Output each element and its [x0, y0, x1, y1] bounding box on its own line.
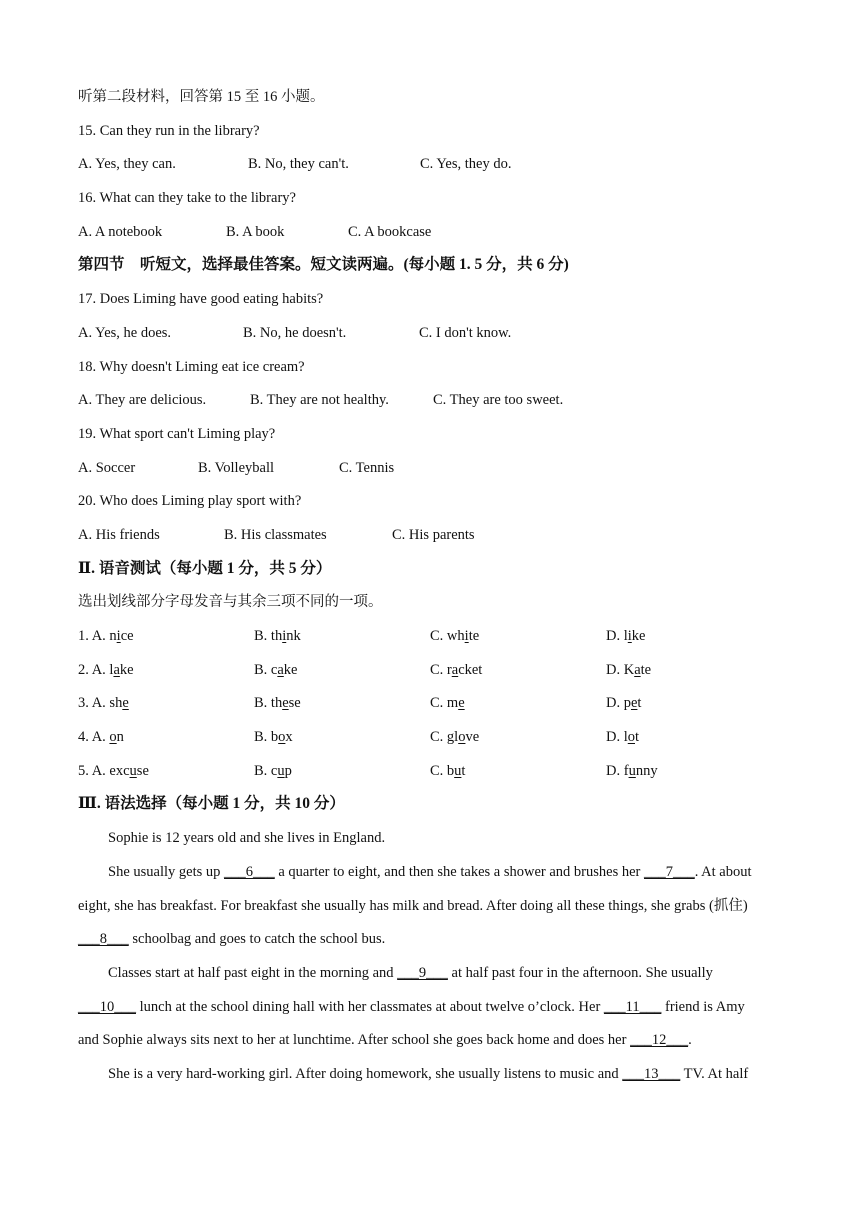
question-17: 17. Does Liming have good eating habits? [78, 291, 324, 308]
phonetics-option[interactable] [430, 692, 606, 714]
option-c[interactable]: C. Tennis [339, 459, 395, 476]
option-text: n [116, 729, 124, 746]
phonetics-row [78, 726, 788, 760]
underlined-letter: a [634, 661, 641, 678]
option-text: B. c [254, 762, 278, 779]
option-text: 5. A. exc [78, 762, 130, 779]
option-text: se [288, 695, 301, 712]
option-text: ke [631, 628, 646, 644]
option-text: D. K [606, 661, 635, 678]
option-text: C. m [430, 695, 459, 712]
phonetics-option[interactable] [78, 760, 254, 782]
option-text: C. wh [430, 628, 465, 644]
option-text: te [468, 628, 480, 644]
option-text: nny [635, 762, 658, 779]
passage-line [78, 928, 788, 962]
underlined-letter: u [129, 762, 137, 779]
passage-text: a quarter to eight, and then she takes a shower and brushes her [274, 863, 644, 880]
question-20-options [78, 524, 788, 558]
passage-line [78, 996, 788, 1030]
phonetics-option[interactable] [254, 625, 430, 647]
blank-7[interactable]: ___7___ [643, 863, 695, 880]
phonetics-option[interactable] [430, 659, 606, 681]
option-text: D. f [606, 762, 629, 779]
option-b[interactable]: B. A book [226, 223, 285, 240]
underlined-letter: u [277, 762, 285, 779]
option-text: C. b [430, 762, 455, 779]
phonetics-row [78, 659, 788, 693]
phonetics-option[interactable] [606, 659, 651, 681]
underlined-letter: e [122, 695, 129, 712]
passage-line [78, 1029, 788, 1063]
passage-text: lunch at the school dining hall with her classmates at about twelve o’clock. Her [136, 998, 604, 1015]
option-c[interactable]: C. His parents [392, 526, 475, 543]
document-page [78, 86, 788, 1097]
phonetics-option[interactable] [78, 726, 254, 748]
option-text: t [637, 695, 642, 712]
option-text: D. l [606, 729, 628, 746]
question-19: 19. What sport can't Liming play? [78, 425, 276, 442]
option-b[interactable]: B. Volleyball [198, 459, 274, 476]
grammar-passage [78, 827, 788, 1097]
option-c[interactable]: C. They are too sweet. [433, 392, 564, 409]
underlined-letter: o [458, 729, 466, 746]
blank-6[interactable]: ___6___ [224, 863, 275, 880]
underlined-letter: a [451, 661, 459, 678]
option-text: B. c [254, 661, 278, 678]
question-18: 18. Why doesn't Liming eat ice cream? [78, 358, 305, 375]
phonetics-option[interactable] [254, 726, 430, 748]
option-text: 1. A. n [78, 628, 117, 644]
option-text: D. l [606, 628, 628, 644]
phonetics-option[interactable] [254, 692, 430, 714]
phonetics-option[interactable] [606, 692, 641, 714]
section-4-title: 第四节 听短文，选择最佳答案。短文读两遍。(每小题 1. 5 分，共 6 分) [78, 256, 569, 274]
underlined-letter: i [282, 628, 287, 644]
passage-line [78, 1063, 788, 1097]
question-15: 15. Can they run in the library? [78, 122, 260, 139]
underlined-letter: e [282, 695, 289, 712]
question-19-options [78, 457, 788, 491]
option-a[interactable]: A. His friends [78, 526, 160, 543]
underlined-letter: a [113, 661, 120, 678]
blank-9[interactable]: ___9___ [397, 964, 448, 981]
part-3-title: Ⅲ. 语法选择（每小题 1 分，共 10 分） [78, 795, 345, 813]
passage-text: at half past four in the afternoon. She usually [447, 964, 713, 981]
blank-12[interactable]: ___12___ [630, 1032, 689, 1049]
passage-paragraph-1: Sophie is 12 years old and she lives in England. [108, 830, 386, 847]
question-18-options [78, 389, 788, 423]
phonetics-option[interactable] [430, 726, 606, 748]
underlined-letter: u [454, 762, 462, 779]
phonetics-option[interactable] [78, 625, 254, 647]
passage-text: She is a very hard-working girl. After doing homework, she usually listens to music and [108, 1065, 623, 1082]
option-text: B. th [254, 695, 283, 712]
phonetics-option[interactable] [606, 726, 639, 748]
passage-text: schoolbag and goes to catch the school bus. [128, 931, 386, 948]
passage-line [78, 962, 788, 996]
option-text: B. th [254, 628, 283, 644]
underlined-letter: o [109, 729, 117, 746]
underlined-letter: e [630, 695, 638, 712]
option-b[interactable]: B. No, he doesn't. [243, 324, 347, 341]
question-15-options [78, 153, 788, 187]
question-16-options [78, 221, 788, 255]
underlined-letter: o [627, 729, 635, 746]
option-text: t [635, 729, 640, 746]
option-c[interactable]: C. A bookcase [348, 223, 432, 240]
option-text: ke [283, 661, 298, 678]
phonetics-option[interactable] [430, 760, 606, 782]
option-text: t [461, 762, 466, 779]
phonetics-questions [78, 625, 788, 793]
question-16: 16. What can they take to the library? [78, 190, 296, 207]
option-a[interactable]: A. Soccer [78, 459, 136, 476]
option-text: cket [458, 661, 483, 678]
part-2-title: Ⅱ. 语音测试（每小题 1 分，共 5 分） [78, 559, 332, 577]
option-text: 3. A. sh [78, 695, 123, 712]
question-20: 20. Who does Liming play sport with? [78, 493, 302, 510]
option-text: ve [465, 729, 480, 746]
underlined-letter: a [277, 661, 284, 678]
phonetics-option[interactable] [430, 625, 606, 647]
phonetics-option[interactable] [254, 659, 430, 681]
underlined-letter: i [627, 628, 632, 644]
phonetics-row [78, 760, 788, 794]
blank-11[interactable]: ___11___ [603, 998, 662, 1015]
passage-text: . [688, 1032, 692, 1049]
option-a[interactable]: A. Yes, they can. [78, 156, 176, 173]
option-b[interactable]: B. They are not healthy. [250, 392, 389, 409]
option-b[interactable]: B. No, they can't. [248, 156, 349, 173]
passage-line: eight, she has breakfast. For breakfast she usually has milk and bread. After doing all these things, she grabs (抓住) [78, 897, 748, 914]
option-c[interactable]: C. I don't know. [419, 324, 512, 341]
option-text: 2. A. l [78, 661, 114, 678]
option-text: nk [286, 628, 301, 644]
option-text: 4. A. [78, 729, 110, 746]
option-text: B. b [254, 729, 279, 746]
underlined-letter: i [464, 628, 469, 644]
blank-8[interactable]: ___8___ [78, 931, 129, 948]
option-a[interactable]: A. Yes, he does. [78, 324, 172, 341]
passage-text: and Sophie always sits next to her at lunchtime. After school she goes back home and does her [78, 1032, 631, 1049]
option-a[interactable]: A. A notebook [78, 223, 163, 240]
blank-13[interactable]: ___13___ [622, 1065, 681, 1082]
phonetics-option[interactable] [254, 760, 430, 782]
passage-text: She usually gets up [108, 863, 224, 880]
phonetics-option[interactable] [606, 625, 645, 647]
option-c[interactable]: C. Yes, they do. [420, 156, 512, 173]
passage-text: friend is Amy [661, 998, 745, 1015]
option-text: ce [120, 628, 134, 644]
underlined-letter: u [628, 762, 636, 779]
option-text: p [284, 762, 292, 779]
phonetics-option[interactable] [78, 692, 254, 714]
option-text: se [136, 762, 149, 779]
option-text: D. p [606, 695, 631, 712]
phonetics-row [78, 692, 788, 726]
part-2-instruction: 选出划线部分字母发音与其余三项不同的一项。 [78, 594, 383, 611]
phonetics-row [78, 625, 788, 659]
passage-text: . At about [694, 863, 752, 880]
phonetics-option[interactable] [78, 659, 254, 681]
option-text: x [285, 729, 293, 746]
passage-text: TV. At half [680, 1065, 749, 1082]
option-text: te [640, 661, 652, 678]
underlined-letter: i [116, 628, 121, 644]
option-text: ke [119, 661, 134, 678]
option-b[interactable]: B. His classmates [224, 526, 327, 543]
underlined-letter: o [278, 729, 286, 746]
option-text: C. r [430, 661, 452, 678]
passage-line [78, 861, 788, 895]
question-17-options [78, 322, 788, 356]
blank-10[interactable]: ___10___ [78, 998, 136, 1015]
underlined-letter: e [458, 695, 465, 712]
option-text: C. gl [430, 729, 459, 746]
phonetics-option[interactable] [606, 760, 658, 782]
listening-intro: 听第二段材料，回答第 15 至 16 小题。 [78, 89, 325, 105]
option-a[interactable]: A. They are delicious. [78, 392, 207, 409]
passage-text: Classes start at half past eight in the morning and [108, 964, 398, 981]
